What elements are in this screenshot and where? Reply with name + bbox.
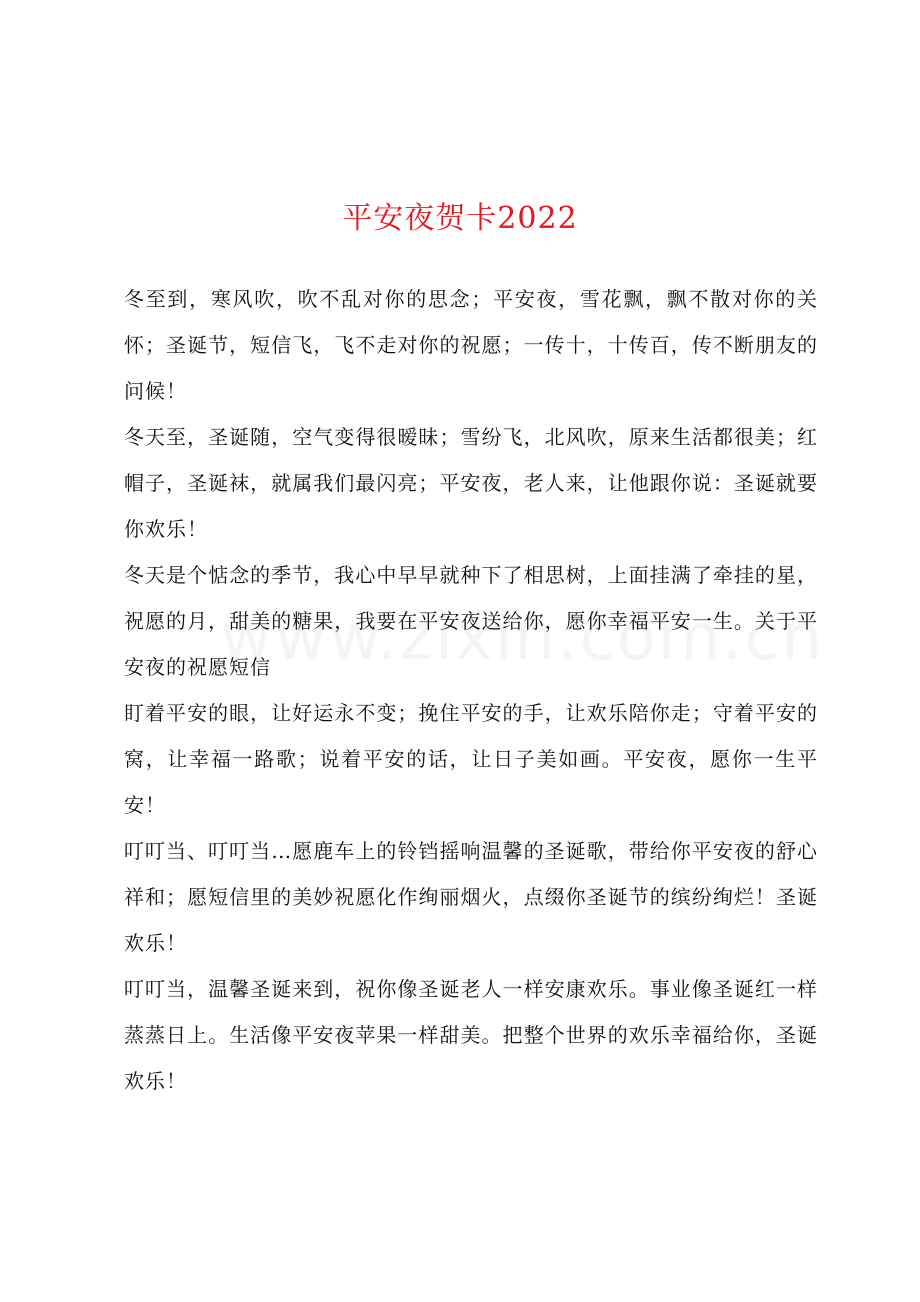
paragraph: 冬至到，寒风吹，吹不乱对你的思念；平安夜，雪花飘，飘不散对你的关怀；圣诞节，短信飞，飞不走对你的祝愿；一传十，十传百，传不断朋友的问候！ xyxy=(124,287,818,403)
paragraph: 叮叮当、叮叮当…愿鹿车上的铃铛摇响温馨的圣诞歌，带给你平安夜的舒心祥和；愿短信里的美妙祝愿化作绚丽烟火，点缀你圣诞节的缤纷绚烂！圣诞欢乐！ xyxy=(124,839,818,955)
paragraph: 盯着平安的眼，让好运永不变；挽住平安的手，让欢乐陪你走；守着平安的窝，让幸福一路歌；说着平安的话，让日子美如画。平安夜，愿你一生平安！ xyxy=(124,701,818,817)
document-body xyxy=(124,276,818,1104)
paragraph: 冬天是个惦念的季节，我心中早早就种下了相思树，上面挂满了牵挂的星，祝愿的月，甜美的糖果，我要在平安夜送给你，愿你幸福平安一生。关于平安夜的祝愿短信 xyxy=(124,563,818,679)
paragraph: 叮叮当，温馨圣诞来到，祝你像圣诞老人一样安康欢乐。事业像圣诞红一样蒸蒸日上。生活像平安夜苹果一样甜美。把整个世界的欢乐幸福给你，圣诞欢乐！ xyxy=(124,977,818,1093)
document-title: 平安夜贺卡2022 xyxy=(342,201,578,236)
paragraph: 冬天至，圣诞随，空气变得很暧昧；雪纷飞，北风吹，原来生活都很美；红帽子，圣诞袜，就属我们最闪亮；平安夜，老人来，让他跟你说：圣诞就要你欢乐！ xyxy=(124,425,818,541)
